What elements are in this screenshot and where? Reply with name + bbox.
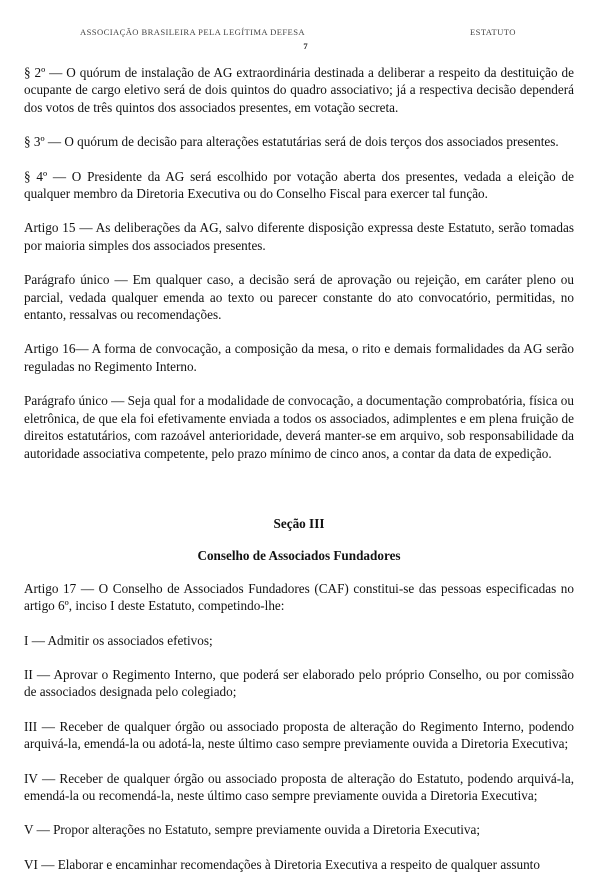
- list-item-ii: II — Aprovar o Regimento Interno, que poderá ser elaborado pelo próprio Conselho, ou por comissão de associados designada pelo colegiado;: [24, 666, 574, 700]
- list-item-vi: VI — Elaborar e encaminhar recomendações à Diretoria Executiva a respeito de qualquer assunto: [24, 856, 540, 872]
- list-item-iii: III — Receber de qualquer órgão ou associado proposta de alteração do Regimento Interno, podendo arquivá-la, emendá-la ou adotá-la, neste último caso sempre previamente ouvida a Diretoria Executiva;: [24, 718, 574, 752]
- document-body: [24, 64, 574, 890]
- list-item-i: I — Admitir os associados efetivos;: [24, 632, 213, 648]
- header-document-type: ESTATUTO: [470, 27, 516, 37]
- paragraph-article-15-sole: Parágrafo único — Em qualquer caso, a decisão será de aprovação ou rejeição, em caráter pleno ou parcial, vedada qualquer emenda ao texto ou parecer constante do ato convocatório, permitidas, no entanto, ressalvas ou recomendações.: [24, 272, 574, 323]
- page-number: 7: [303, 41, 308, 51]
- section-subtitle: Conselho de Associados Fundadores: [197, 548, 401, 564]
- paragraph-article-17: Artigo 17 — O Conselho de Associados Fundadores (CAF) constitui-se das pessoas especificadas no artigo 6º, inciso I deste Estatuto, competindo-lhe:: [24, 580, 574, 614]
- list-item-v: V — Propor alterações no Estatuto, sempre previamente ouvida a Diretoria Executiva;: [24, 822, 481, 838]
- paragraph-article-15: Artigo 15 — As deliberações da AG, salvo diferente disposição expressa deste Estatuto, serão tomadas por maioria simples dos associados presentes.: [24, 220, 574, 253]
- paragraph-par4: § 4º — O Presidente da AG será escolhido por votação aberta dos presentes, vedada a eleição de qualquer membro da Diretoria Executiva ou do Conselho Fiscal para exercer tal função.: [24, 168, 574, 202]
- paragraph-article-16-sole: Parágrafo único — Seja qual for a modalidade de convocação, a documentação comprobatória, física ou eletrônica, de que ela foi efetivamente enviada a todos os associados, adimplentes e em plena fruição de direitos estatutários, com razoável anterioridade, deverá manter-se em arquivo, sob responsabilidade da autoridade associativa competente, pelo prazo mínimo de cinco anos, a contar da data de expedição.: [24, 393, 574, 461]
- header-organization-name: ASSOCIAÇÃO BRASILEIRA PELA LEGÍTIMA DEFESA: [80, 27, 305, 37]
- paragraph-par3: § 3º — O quórum de decisão para alterações estatutárias será de dois terços dos associados presentes.: [24, 134, 559, 150]
- paragraph-par2: § 2º — O quórum de instalação de AG extraordinária destinada a deliberar a respeito da destituição de ocupante de cargo eletivo será de dois quintos do quadro associativo; já a respectiva decisão dependerá dos votos de três quintos dos associados presentes, em votação secreta.: [24, 65, 574, 115]
- section-title: Seção III: [273, 515, 325, 531]
- list-item-iv: IV — Receber de qualquer órgão ou associado proposta de alteração do Estatuto, podendo arquivá-la, emendá-la ou recomendá-la, neste último caso sempre previamente ouvida a Diretoria Executiva;: [24, 770, 574, 803]
- page-header: [0, 27, 611, 57]
- paragraph-article-16: Artigo 16— A forma de convocação, a composição da mesa, o rito e demais formalidades da AG serão reguladas no Regimento Interno.: [24, 341, 574, 374]
- section-spacer: [24, 479, 574, 515]
